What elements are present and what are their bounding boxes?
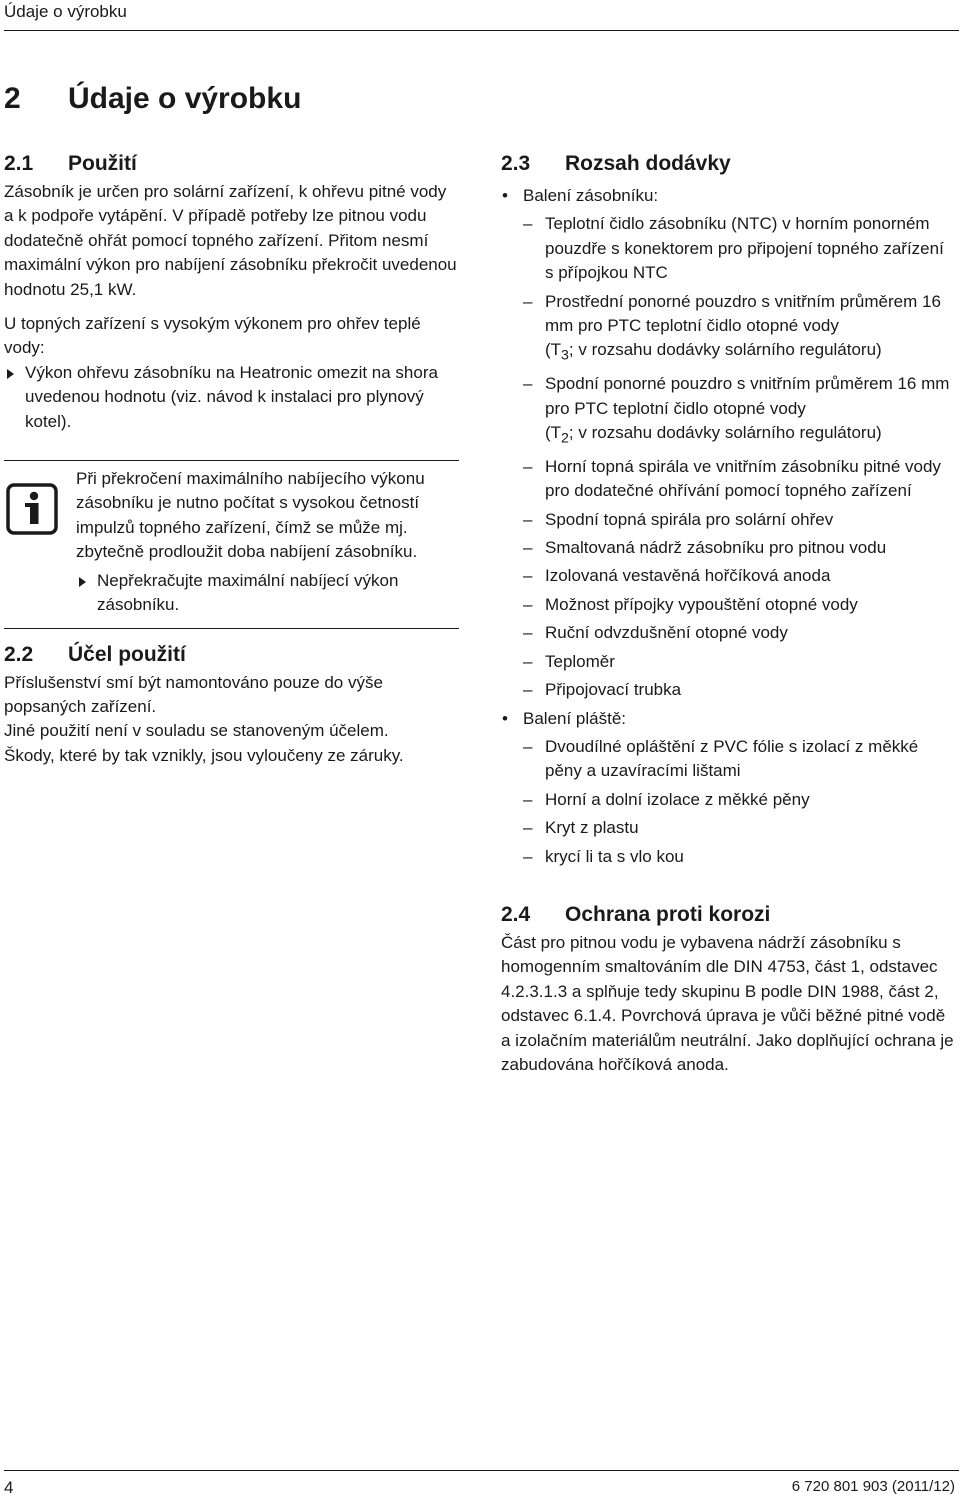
header-rule — [4, 30, 959, 31]
section-2-1 — [4, 148, 459, 434]
item-text: Kryt z plastu — [545, 818, 639, 838]
group-label: Balení pláště: — [523, 708, 627, 728]
note-instruction — [76, 569, 459, 618]
scope-list — [501, 184, 957, 208]
list-item — [501, 212, 957, 285]
chapter-number: 2 — [4, 82, 21, 115]
list-item — [501, 650, 957, 674]
storage-items-list — [501, 212, 957, 702]
section-number: 2.3 — [501, 152, 531, 175]
item-text: Smaltovaná nádrž zásobníku pro pitnou vodu — [545, 538, 887, 558]
right-column — [501, 148, 957, 1077]
arrow-bullet-icon — [79, 577, 86, 587]
item-text: Možnost přípojky vypouštění otopné vody — [545, 594, 858, 614]
document-number: 6 720 801 903 (2011/12) — [791, 1478, 955, 1495]
item-text: Teploměr — [545, 651, 615, 671]
list-item — [501, 593, 957, 617]
sensor-t2-note: ($T_2$; v rozsahu dodávky solárního regulátoru) — [545, 423, 882, 447]
dash-marker: – — [523, 374, 533, 394]
section-2-3 — [501, 148, 957, 869]
item-text: Horní a dolní izolace z měkké pěny — [545, 789, 810, 809]
chapter-title-text: Údaje o výrobku — [68, 82, 302, 115]
bullet-dot: • — [502, 708, 508, 728]
section-2-4 — [501, 899, 957, 1077]
casing-items-list — [501, 735, 957, 869]
dash-marker: – — [523, 736, 533, 756]
dash-marker: – — [523, 789, 533, 809]
list-item — [501, 678, 957, 702]
section-number: 2.4 — [501, 902, 531, 926]
section-2-1-heading — [4, 148, 459, 180]
section-title: Účel použití — [68, 642, 186, 666]
dash-marker: – — [523, 846, 533, 866]
section-title: Ochrana proti korozi — [565, 902, 771, 926]
paragraph: Škody, které by tak vznikly, jsou vyloučeny ze záruky. — [4, 745, 404, 765]
section-number: 2.2 — [4, 642, 34, 666]
info-note — [4, 460, 459, 628]
list-item — [501, 564, 957, 588]
sensor-t3-note: ($T_3$; v rozsahu dodávky solárního regulátoru) — [545, 340, 882, 364]
item-text: Připojovací trubka — [545, 680, 682, 700]
group-label: Balení zásobníku: — [523, 186, 659, 205]
item-text: Spodní ponorné pouzdro s vnitřním průměrem 16 mm pro PTC teplotní čidlo otopné vody — [545, 374, 950, 418]
dash-marker: – — [523, 566, 533, 586]
item-text: krycí li ta s vlo kou — [545, 846, 684, 866]
scope-list — [501, 707, 957, 731]
dash-marker: – — [523, 538, 533, 558]
dash-marker: – — [523, 818, 533, 838]
item-text: Ruční odvzdušnění otopné vody — [545, 623, 788, 643]
list-item — [501, 735, 957, 784]
running-header: Údaje o výrobku — [4, 2, 127, 21]
item-text: Horní topná spirála ve vnitřním zásobníku pitné vody pro dodatečné ohřívání pomocí topného zařízení — [545, 456, 941, 501]
section-2-2 — [4, 639, 459, 769]
paragraph: Jiné použití není v souladu se stanoveným účelem. — [4, 721, 389, 741]
section-2-4-heading — [501, 899, 957, 931]
section-title: Použití — [68, 152, 137, 175]
section-title: Rozsah dodávky — [565, 152, 731, 175]
instruction-text: Výkon ohřevu zásobníku na Heatronic omezit na shora uvedenou hodnotu (viz. návod k instalaci pro plynový kotel). — [25, 362, 438, 431]
bullet-dot: • — [502, 186, 508, 205]
section-number: 2.1 — [4, 152, 34, 175]
item-text: Izolovaná vestavěná hořčíková anoda — [545, 566, 831, 586]
scope-group-storage — [501, 184, 957, 208]
instruction-item — [4, 361, 459, 434]
scope-group-casing — [501, 707, 957, 731]
dash-marker: – — [523, 291, 533, 311]
arrow-bullet-icon — [7, 369, 14, 379]
paragraph: U topných zařízení s vysokým výkonem pro ohřev teplé vody: — [4, 314, 421, 358]
footer-rule — [4, 1470, 959, 1471]
paragraph: Zásobník je určen pro solární zařízení, k ohřevu pitné vody a k podpoře vytápění. V případě potřeby lze pitnou vodu dodatečně ohřát pomocí topného zařízení. Přitom nesmí maximální výkon pro nabíjení zásobníku překročit uvedenou hodnotu 25,1 kW. — [4, 182, 457, 299]
list-item — [501, 290, 957, 369]
list-item — [501, 372, 957, 451]
paragraph: Příslušenství smí být namontováno pouze do výše popsaných zařízení. — [4, 672, 383, 716]
chapter-title — [4, 82, 301, 116]
list-item — [501, 621, 957, 645]
paragraph: Část pro pitnou vodu je vybavena nádrží zásobníku s homogenním smaltováním dle DIN 4753, část 1, odstavec 4.2.3.1.3 a splňuje tedy skupinu B podle DIN 1988, část 2, odstavec 6.1.4. Povrchová úprava je vůči běžné pitné vodě a izolačním materiálům neutrální. Jako doplňující ochrana je zabudována hořčíková anoda. — [501, 932, 954, 1074]
dash-marker: – — [523, 680, 533, 700]
left-column — [4, 148, 459, 768]
list-item — [501, 536, 957, 560]
list-item — [501, 508, 957, 532]
dash-marker: – — [523, 594, 533, 614]
item-text: Prostřední ponorné pouzdro s vnitřním průměrem 16 mm pro PTC teplotní čidlo otopné vody — [545, 291, 941, 336]
list-item — [501, 788, 957, 812]
dash-marker: – — [523, 509, 533, 529]
page-number: 4 — [4, 1478, 14, 1497]
item-text: Teplotní čidlo zásobníku (NTC) v horním ponorném pouzdře s konektorem pro připojení topného zařízení s přípojkou NTC — [545, 214, 944, 283]
item-text: Dvoudílné opláštění z PVC fólie s izolací z měkké pěny a uzavíracími lištami — [545, 736, 919, 781]
list-item — [501, 455, 957, 504]
instruction-text: Nepřekračujte maximální nabíjecí výkon zásobníku. — [97, 570, 399, 615]
dash-marker: – — [523, 623, 533, 643]
list-item — [501, 816, 957, 840]
item-text: Spodní topná spirála pro solární ohřev — [545, 509, 834, 529]
section-2-2-heading — [4, 639, 459, 671]
section-2-3-heading — [501, 148, 957, 180]
note-text: Při překročení maximálního nabíjecího výkonu zásobníku je nutno počítat s vysokou četností impulzů topného zařízení, čímž se může mj. zbytečně prodloužit doba nabíjení zásobníku. — [76, 469, 425, 562]
dash-marker: – — [523, 214, 533, 234]
list-item — [501, 845, 957, 869]
dash-marker: – — [523, 651, 533, 671]
info-icon — [6, 483, 58, 535]
dash-marker: – — [523, 456, 533, 476]
